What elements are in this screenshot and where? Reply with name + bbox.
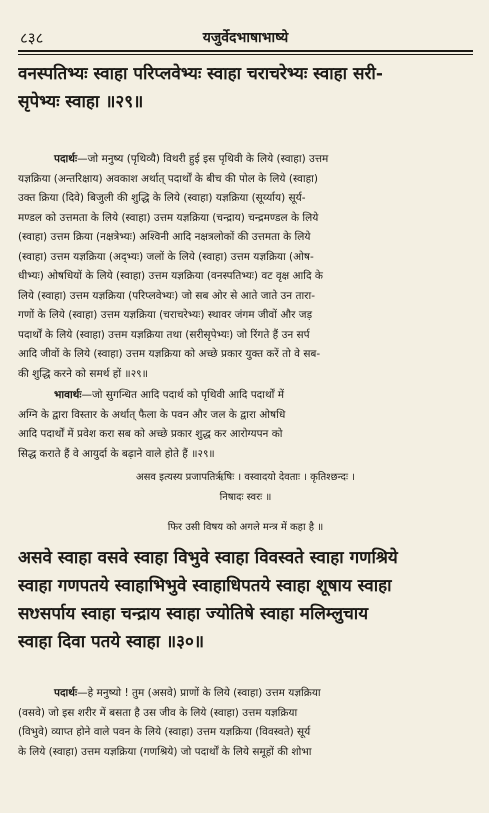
prose-line: लिये (स्वाहा) उत्तम यज्ञक्रिया (परिप्लवेभ्यः) जो सब ओर से आते जाते उन तारा- bbox=[18, 289, 315, 302]
padartha-label: पदार्थः bbox=[54, 687, 78, 699]
prose-line: मण्डल को उत्तमता के लिये (स्वाहा) उत्तम यज्ञक्रिया (चन्द्राय) चन्द्रमण्डल के लिये bbox=[18, 211, 319, 224]
rishi-line: निषादः स्वरः ॥ bbox=[219, 492, 272, 503]
mantra-line: सृपेभ्यः स्वाहा ॥२९॥ bbox=[18, 92, 144, 112]
bhavartha-label: भावार्थः bbox=[54, 389, 82, 401]
prose-line: धीभ्यः) ओषधियों के लिये (स्वाहा) उत्तम यज्ञक्रिया (वनस्पतिभ्यः) वट वृक्ष आदि के bbox=[18, 270, 323, 282]
prose-line: —जो मनुष्य (पृथिव्यै) विथरी हुई इस पृथिवी के लिये (स्वाहा) उत्तम bbox=[77, 153, 329, 165]
prose-line: सिद्ध कराते हैं वे आयुर्दा के बढ़ाने वाले होते हैं ॥२९॥ bbox=[18, 447, 215, 460]
prose-line: गणों के लिये (स्वाहा) उत्तम यज्ञक्रिया (चराचरेभ्यः) स्थावर जंगम जीवों और जड़ bbox=[18, 309, 313, 321]
prose-line: पदार्थों के लिये (स्वाहा) उत्तम यज्ञक्रिया तथा (सरीसृपेभ्यः) जो रिंगते हैं उन सर्प bbox=[18, 328, 310, 341]
mantra-line: वनस्पतिभ्यः स्वाहा परिप्लवेभ्यः स्वाहा चराचरेभ्यः स्वाहा सरी- bbox=[18, 64, 383, 84]
prose-line: उक्त क्रिया (दिवे) बिजुली की शुद्धि के लिये (स्वाहा) यज्ञक्रिया (सूर्य्याय) सूर्य- bbox=[18, 192, 306, 204]
mantra-intro: फिर उसी विषय को अगले मन्त्र में कहा है ॥ bbox=[167, 522, 324, 533]
prose-line: (स्वाहा) उत्तम यज्ञक्रिया (अद्भ्यः) जलों के लिये (स्वाहा) उत्तम यज्ञक्रिया (ओष- bbox=[18, 250, 314, 263]
page-header bbox=[20, 28, 471, 48]
prose-line: के लिये (स्वाहा) उत्तम यज्ञक्रिया (गणश्रिये) जो पदार्थों के लिये समूहों की शोभा bbox=[18, 745, 312, 758]
bhavartha-29 bbox=[18, 386, 473, 464]
running-title: यजुर्वेदभाषाभाष्ये bbox=[202, 30, 289, 46]
mantra-30 bbox=[18, 544, 473, 656]
header-rule-thick bbox=[18, 50, 473, 52]
prose-line: की शुद्धि करने को समर्थ हों ॥२९॥ bbox=[18, 367, 148, 380]
prose-line: अग्नि के द्वारा विस्तार के अर्थात् फैला के पवन और जल के द्वारा ओषधि bbox=[18, 408, 286, 421]
mantra-line: स्वाहा दिवा पतये स्वाहा ॥३०॥ bbox=[18, 632, 205, 652]
rishi-devata-note bbox=[18, 468, 473, 508]
rishi-line: असव इत्यस्य प्रजापतिर्ऋषिः । वस्वादयो देवताः । कृतिश्छन्दः । bbox=[136, 472, 355, 483]
header-rule-thin bbox=[18, 54, 473, 55]
prose-line: —हे मनुष्यो ! तुम (असवे) प्राणों के लिये (स्वाहा) उत्तम यज्ञक्रिया bbox=[77, 687, 321, 699]
padartha-label: पदार्थः bbox=[54, 153, 78, 165]
prose-line: (वसवे) जो इस शरीर में बसता है उस जीव के लिये (स्वाहा) उत्तम यज्ञक्रिया bbox=[18, 706, 298, 719]
prose-line: —जो सुगन्धित आदि पदार्थ को पृथिवी आदि पदार्थों में bbox=[81, 389, 285, 401]
mantra-29 bbox=[18, 60, 473, 116]
prose-line: आदि पदार्थों में प्रवेश करा सब को अच्छे प्रकार शुद्ध कर आरोग्यपन को bbox=[18, 428, 283, 440]
page-number: ८३८ bbox=[20, 29, 44, 47]
prose-line: आदि जीवों के लिये (स्वाहा) उत्तम यज्ञक्रिया को अच्छे प्रकार युक्त करें तो वे सब- bbox=[18, 348, 321, 360]
mantra-line: असवे स्वाहा वसवे स्वाहा विभुवे स्वाहा विवस्वते स्वाहा गणश्रिये bbox=[18, 548, 398, 568]
prose-line: यज्ञक्रिया (अन्तरिक्षाय) अवकाश अर्थात् पदार्थों के बीच की पोल के लिये (स्वाहा) bbox=[18, 172, 318, 185]
prose-line: (विभुवे) व्याप्त होने वाले पवन के लिये (स्वाहा) उत्तम यज्ञक्रिया (विवस्वते) सूर्य bbox=[18, 726, 311, 738]
prose-line: (स्वाहा) उत्तम क्रिया (नक्षत्रेभ्यः) अश्विनी आदि नक्षत्रलोकों की उत्तमता के लिये bbox=[18, 231, 311, 243]
padartha-30 bbox=[18, 684, 473, 762]
padartha-29 bbox=[18, 150, 473, 384]
mantra-line: सᳪसर्पाय स्वाहा चन्द्राय स्वाहा ज्योतिषे स्वाहा मलिम्लुचाय bbox=[18, 604, 369, 624]
mantra-line: स्वाहा गणपतये स्वाहाभिभुवे स्वाहाधिपतये स्वाहा शूषाय स्वाहा bbox=[18, 576, 392, 596]
